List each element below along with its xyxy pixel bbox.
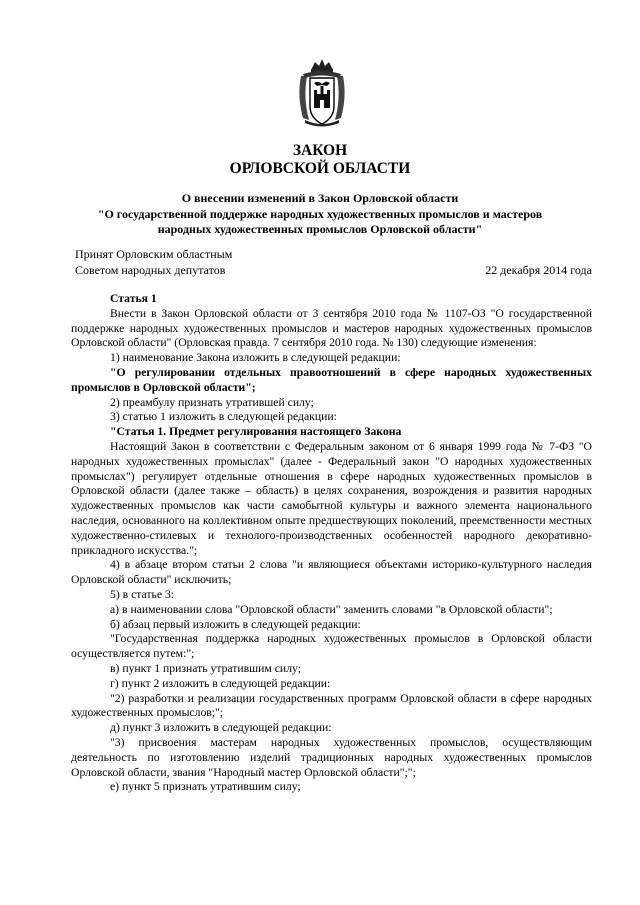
- paragraph: в) пункт 1 признать утратившим силу;: [110, 661, 301, 675]
- paragraph: 1) наименование Закона изложить в следующей редакции:: [110, 351, 401, 365]
- paragraph: Настоящий Закон в соответствии с Федеральным законом от 6 января 1999 года № 7-ФЗ "О народных художественных промыслах" (далее - Федеральный закон "О народных художественных промыслах") регулирует отдельные отношения в сфере народных художественных промыслов в Орловской области (далее также – область) в целях сохранения, возрождения и развития народных художественных промыслов как части самобытной культуры и важного элемента национального наследия, основанного на коллективном опыте предшествующих поколений, преемственности местных художественно-стилевых и технолого-производственных особенностей народного декоративно-прикладного искусства.";: [71, 439, 592, 557]
- new-law-title: "О регулировании отдельных правоотношений в сфере народных художественных промыслов в Орловской области";: [71, 365, 592, 394]
- subtitle-line: О внесении изменений в Закон Орловской области: [181, 191, 459, 205]
- paragraph: г) пункт 2 изложить в следующей редакции:: [110, 676, 331, 690]
- adoption-date: 22 декабря 2014 года: [485, 262, 592, 277]
- subtitle-line: народных художественных промыслов Орловской области": [157, 222, 483, 236]
- law-subtitle: [40, 191, 600, 238]
- paragraph: "2) разработки и реализации государственных программ Орловской области в сфере народных художественных промыслов;";: [71, 691, 592, 720]
- paragraph: 3) статью 1 изложить в следующей редакции:: [110, 410, 337, 424]
- coat-of-arms-icon: [297, 56, 347, 128]
- adoption-line: Принят Орловским областным: [75, 247, 233, 261]
- paragraph: 4) в абзаце втором статьи 2 слова "и являющиеся объектами историко-культурного наследия Орловской области" исключить;: [71, 558, 592, 587]
- adoption-info: [75, 247, 232, 278]
- adoption-line: Советом народных депутатов: [75, 262, 226, 277]
- paragraph: 5) в статье 3:: [110, 587, 175, 601]
- subtitle-line: "О государственной поддержке народных художественных промыслов и мастеров: [97, 206, 543, 221]
- paragraph: 2) преамбулу признать утратившей силу;: [110, 395, 314, 409]
- quoted-article-heading: "Статья 1. Предмет регулирования настоящего Закона: [110, 425, 402, 439]
- paragraph: Внести в Закон Орловской области от 3 сентября 2010 года № 1107-ОЗ "О государственной поддержке народных художественных промыслов и мастеров народных художественных промыслов Орловской области" (Орловская правда. 7 сентября 2010 года. № 130) следующие изменения:: [71, 306, 592, 350]
- paragraph: а) в наименовании слова "Орловской области" заменить словами "в Орловской области";: [110, 602, 553, 616]
- paragraph: б) абзац первый изложить в следующей редакции:: [110, 617, 361, 631]
- article-body: [71, 292, 592, 795]
- paragraph: д) пункт 3 изложить в следующей редакции:: [110, 721, 332, 735]
- paragraph: "3) присвоения мастерам народных художественных промыслов, осуществляющим деятельность по изготовлению изделий традиционных народных художественных промыслов Орловской области, звания "Народный мастер Орловской области";";: [71, 735, 592, 779]
- paragraph: "Государственная поддержка народных художественных промыслов в Орловской области осуществляется путем:";: [71, 632, 592, 661]
- law-title: ЗАКОН: [292, 142, 348, 159]
- article-heading: Статья 1: [110, 292, 157, 305]
- law-region-title: ОРЛОВСКОЙ ОБЛАСТИ: [229, 160, 411, 177]
- paragraph: е) пункт 5 признать утратившим силу;: [110, 780, 301, 794]
